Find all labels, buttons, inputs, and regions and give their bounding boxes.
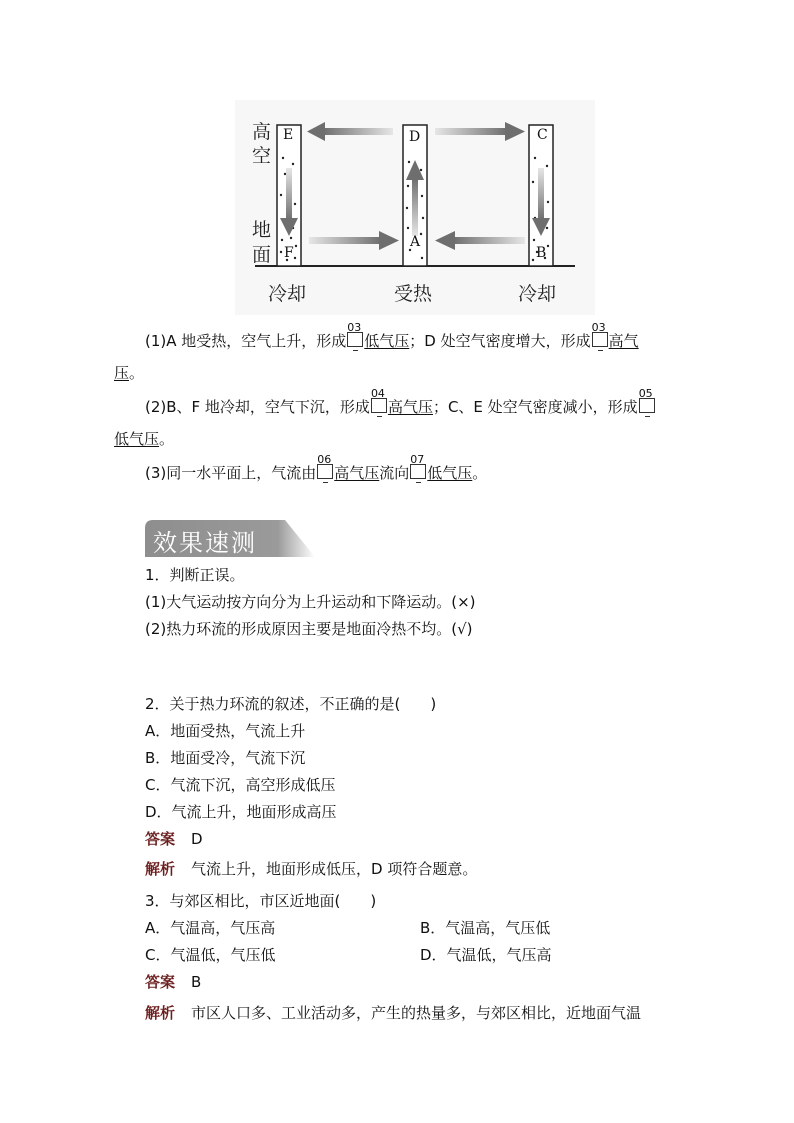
text: (1)A 地受热，空气上升，形成 <box>145 332 347 350</box>
text: ；C、E 处空气密度减小，形成 <box>432 398 638 416</box>
answer-text: 高气压 <box>387 398 433 416</box>
answer-value: B <box>191 973 202 991</box>
text: 流向 <box>379 464 410 482</box>
text: 。 <box>129 364 145 382</box>
q2-answer-line <box>145 829 203 849</box>
answer-blank <box>410 453 426 479</box>
answer-blank <box>317 453 333 479</box>
answer-value: D <box>191 830 203 848</box>
label-ground-1: 地 <box>252 219 272 241</box>
letter-B: B <box>536 245 547 261</box>
fill-in-line-2 <box>145 387 656 417</box>
letter-C: C <box>537 127 548 143</box>
q2-option-d: D．气流上升，地面形成高压 <box>145 803 337 821</box>
blank-number: 04 <box>370 387 385 400</box>
text: (3)同一水平面上，气流由 <box>145 464 317 482</box>
label-ground-2: 面 <box>252 244 272 266</box>
text: 。 <box>159 430 175 448</box>
label-cool-right: 冷却 <box>518 283 557 305</box>
label-high-1: 高 <box>252 121 272 143</box>
label-heated: 受热 <box>394 283 433 305</box>
q3-option-b: B．气温高，气压低 <box>420 919 551 937</box>
letter-E: E <box>283 127 294 143</box>
q3-analysis-line <box>145 1003 641 1023</box>
answer-label: 答案 <box>145 973 176 991</box>
fill-in-line-1b <box>114 363 144 383</box>
blank-number: 03 <box>347 321 362 334</box>
fill-in-line-1 <box>145 321 639 351</box>
q2-option-b: B．地面受冷，气流下沉 <box>145 749 306 767</box>
blank-number: 05 <box>638 387 653 400</box>
letter-F: F <box>284 245 294 261</box>
answer-text: 高气压 <box>334 464 380 482</box>
analysis-text: 气流上升，地面形成低压，D 项符合题意。 <box>191 860 478 878</box>
answer-text: 压 <box>114 364 130 382</box>
answer-text: 低气压 <box>114 430 160 448</box>
q3-option-a: A．气温高，气压高 <box>145 919 276 937</box>
q3-option-c: C．气温低，气压低 <box>145 946 276 964</box>
blank-number: 03 <box>591 321 606 334</box>
text: 。 <box>472 464 488 482</box>
q1-stem: 1．判断正误。 <box>145 566 245 584</box>
fill-in-line-3 <box>145 453 488 483</box>
fill-in-line-2b <box>114 429 174 449</box>
q2-option-c: C．气流下沉，高空形成低压 <box>145 776 336 794</box>
blank-number: 07 <box>410 453 425 466</box>
q1-item-2: (2)热力环流的形成原因主要是地面冷热不均。(√) <box>145 620 473 638</box>
answer-blank <box>638 387 655 413</box>
q2-option-a: A．地面受热，气流上升 <box>145 722 306 740</box>
answer-text: 低气压 <box>364 332 410 350</box>
letter-D: D <box>409 129 421 145</box>
analysis-text: 市区人口多、工业活动多，产生的热量多，与郊区相比，近地面气温 <box>191 1004 642 1022</box>
answer-text: 高气 <box>608 332 639 350</box>
answer-blank <box>591 321 608 347</box>
answer-text: 低气压 <box>427 464 473 482</box>
blank-number: 06 <box>317 453 332 466</box>
label-cool-left: 冷却 <box>268 283 307 305</box>
q3-stem: 3．与郊区相比，市区近地面( ) <box>145 892 377 910</box>
q2-analysis-line <box>145 859 477 879</box>
label-high-2: 空 <box>252 145 272 167</box>
q2-stem: 2．关于热力环流的叙述，不正确的是( ) <box>145 695 437 713</box>
text: ；D 处空气密度增大，形成 <box>409 332 591 350</box>
answer-blank <box>347 321 363 347</box>
analysis-label: 解析 <box>145 1004 176 1022</box>
analysis-label: 解析 <box>145 860 176 878</box>
answer-blank <box>370 387 387 413</box>
text: (2)B、F 地冷却，空气下沉，形成 <box>145 398 370 416</box>
q1-item-1: (1)大气运动按方向分为上升运动和下降运动。(×) <box>145 593 476 611</box>
section-title: 效果速测 <box>153 529 257 557</box>
answer-label: 答案 <box>145 830 176 848</box>
q3-answer-line <box>145 972 201 992</box>
q3-option-d: D．气温低，气压高 <box>420 946 552 964</box>
letter-A: A <box>410 234 421 250</box>
